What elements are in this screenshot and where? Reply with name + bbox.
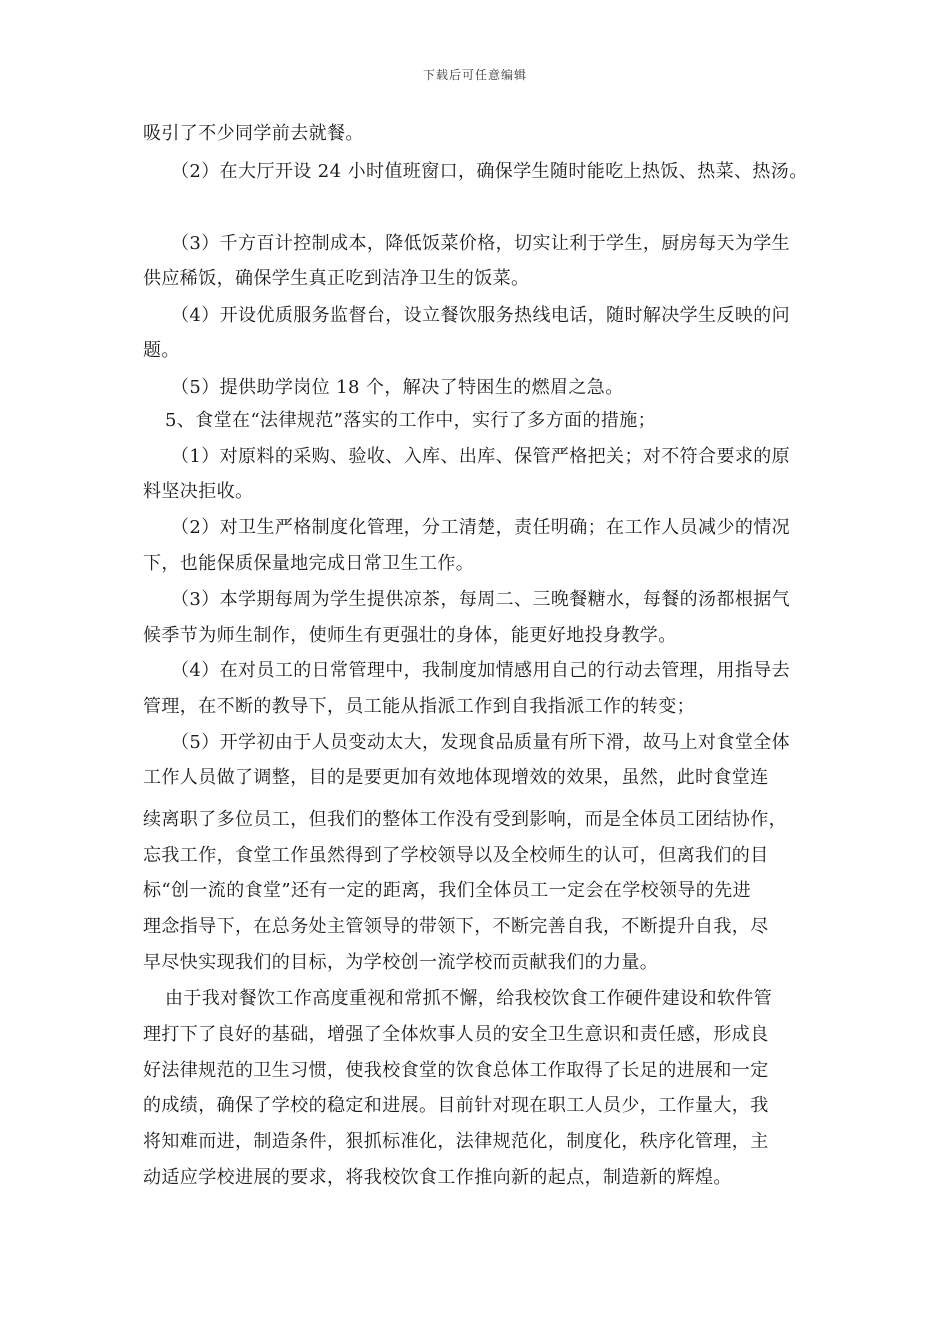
body-line: （1）对原料的采购、验收、入库、出库、保管严格把关；对不符合要求的原	[171, 446, 791, 467]
body-line: 动适应学校进展的要求，将我校饮食工作推向新的起点，制造新的辉煌。	[143, 1167, 732, 1188]
page-header: 下载后可任意编辑	[422, 68, 527, 82]
body-line: 早尽快实现我们的目标，为学校创一流学校而贡献我们的力量。	[143, 952, 659, 973]
body-line: （2）对卫生严格制度化管理，分工清楚，责任明确；在工作人员减少的情况	[171, 517, 791, 538]
body-line: 理打下了良好的基础，增强了全体炊事人员的安全卫生意识和责任感，形成良	[143, 1024, 769, 1045]
body-line: （4）在对员工的日常管理中，我制度加情感用自己的行动去管理，用指导去	[171, 660, 791, 681]
body-line: 标“创一流的食堂”还有一定的距离，我们全体员工一定会在学校领导的先进	[143, 880, 752, 901]
body-line: 下，也能保质保量地完成日常卫生工作。	[143, 553, 475, 574]
body-line: 续离职了多位员工，但我们的整体工作没有受到影响，而是全体员工团结协作，	[143, 809, 787, 830]
body-line: 5、食堂在“法律规范”落实的工作中，实行了多方面的措施；	[165, 410, 657, 431]
body-line: 由于我对餐饮工作高度重视和常抓不懈，给我校饮食工作硬件建设和软件管	[165, 988, 773, 1009]
body-line: （5）提供助学岗位 18 个，解决了特困生的燃眉之急。	[171, 377, 624, 398]
body-line: 理念指导下，在总务处主管领导的带领下，不断完善自我，不断提升自我，尽	[143, 916, 769, 937]
body-line: 管理，在不断的教导下，员工能从指派工作到自我指派工作的转变；	[143, 696, 695, 717]
body-line: （3）千方百计控制成本，降低饭菜价格，切实让利于学生，厨房每天为学生	[171, 233, 791, 254]
body-line: （5）开学初由于人员变动太大，发现食品质量有所下滑，故马上对食堂全体	[171, 732, 791, 753]
body-line: （2）在大厅开设 24 小时值班窗口，确保学生随时能吃上热饭、热菜、热汤。	[171, 161, 808, 182]
body-line: 将知难而进，制造条件，狠抓标准化，法律规范化，制度化，秩序化管理，主	[143, 1131, 769, 1152]
body-line: 料坚决拒收。	[143, 481, 254, 502]
body-line: 供应稀饭，确保学生真正吃到洁净卫生的饭菜。	[143, 268, 530, 289]
body-line: 题。	[143, 340, 180, 361]
body-line: 的成绩，确保了学校的稳定和进展。目前针对现在职工人员少，工作量大，我	[143, 1095, 769, 1116]
body-line: （4）开设优质服务监督台，设立餐饮服务热线电话，随时解决学生反映的问	[171, 305, 791, 326]
body-line: 好法律规范的卫生习惯，使我校食堂的饮食总体工作取得了长足的进展和一定	[143, 1060, 769, 1081]
body-line: （3）本学期每周为学生提供凉茶，每周二、三晚餐糖水，每餐的汤都根据气	[171, 589, 791, 610]
body-line: 吸引了不少同学前去就餐。	[143, 123, 364, 144]
body-line: 忘我工作，食堂工作虽然得到了学校领导以及全校师生的认可，但离我们的目	[143, 845, 769, 866]
body-line: 候季节为师生制作，使师生有更强壮的身体，能更好地投身教学。	[143, 625, 677, 646]
body-line: 工作人员做了调整，目的是要更加有效地体现增效的效果，虽然，此时食堂连	[143, 767, 769, 788]
